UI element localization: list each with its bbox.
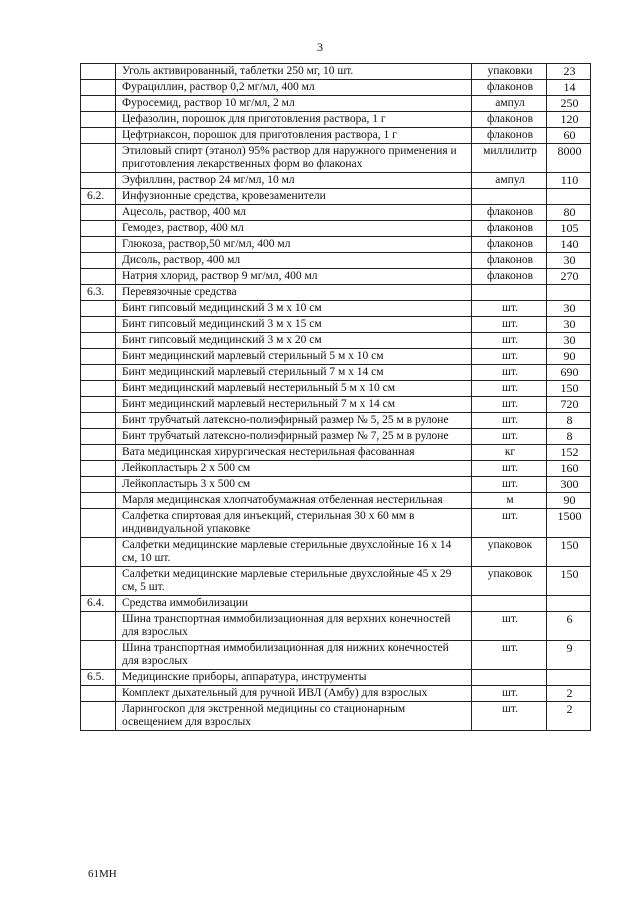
row-number-cell	[81, 269, 116, 285]
table-row	[81, 333, 591, 349]
item-name-cell: Гемодез, раствор, 400 мл	[116, 221, 472, 237]
table-row	[81, 461, 591, 477]
row-number-cell	[81, 538, 116, 567]
table-row	[81, 173, 591, 189]
quantity-cell: 2	[547, 702, 591, 731]
table-row	[81, 429, 591, 445]
unit-cell: миллилитр	[472, 144, 547, 173]
quantity-cell: 120	[547, 112, 591, 128]
quantity-cell: 9	[547, 641, 591, 670]
unit-cell: упаковок	[472, 538, 547, 567]
unit-cell	[472, 189, 547, 205]
table-row	[81, 144, 591, 173]
unit-cell: шт.	[472, 686, 547, 702]
item-name-cell: Перевязочные средства	[116, 285, 472, 301]
row-number-cell	[81, 221, 116, 237]
table-row	[81, 477, 591, 493]
row-number-cell	[81, 702, 116, 731]
quantity-cell: 300	[547, 477, 591, 493]
table-row	[81, 641, 591, 670]
unit-cell: шт.	[472, 413, 547, 429]
unit-cell: шт.	[472, 461, 547, 477]
row-number-cell: 6.5.	[81, 670, 116, 686]
unit-cell: шт.	[472, 641, 547, 670]
supply-table-body	[81, 64, 591, 731]
quantity-cell: 8000	[547, 144, 591, 173]
unit-cell: шт.	[472, 702, 547, 731]
quantity-cell: 14	[547, 80, 591, 96]
item-name-cell: Бинт медицинский марлевый стерильный 5 м х 10 см	[116, 349, 472, 365]
item-name-cell: Комплект дыхательный для ручной ИВЛ (Амбу) для взрослых	[116, 686, 472, 702]
unit-cell: флаконов	[472, 253, 547, 269]
row-number-cell	[81, 173, 116, 189]
table-row	[81, 381, 591, 397]
item-name-cell: Бинт гипсовый медицинский 3 м х 10 см	[116, 301, 472, 317]
unit-cell: флаконов	[472, 112, 547, 128]
item-name-cell: Салфетки медицинские марлевые стерильные двухслойные 16 х 14 см, 10 шт.	[116, 538, 472, 567]
unit-cell: ампул	[472, 96, 547, 112]
table-row	[81, 96, 591, 112]
item-name-cell: Фурациллин, раствор 0,2 мг/мл, 400 мл	[116, 80, 472, 96]
table-row	[81, 80, 591, 96]
table-row	[81, 365, 591, 381]
table-row	[81, 567, 591, 596]
quantity-cell: 2	[547, 686, 591, 702]
quantity-cell	[547, 670, 591, 686]
quantity-cell: 160	[547, 461, 591, 477]
row-number-cell	[81, 64, 116, 80]
item-name-cell: Лейкопластырь 2 х 500 см	[116, 461, 472, 477]
row-number-cell: 6.2.	[81, 189, 116, 205]
unit-cell: шт.	[472, 333, 547, 349]
unit-cell: шт.	[472, 349, 547, 365]
quantity-cell	[547, 596, 591, 612]
unit-cell: шт.	[472, 397, 547, 413]
item-name-cell: Бинт гипсовый медицинский 3 м х 15 см	[116, 317, 472, 333]
quantity-cell: 30	[547, 253, 591, 269]
row-number-cell	[81, 641, 116, 670]
quantity-cell: 110	[547, 173, 591, 189]
table-row	[81, 349, 591, 365]
unit-cell: шт.	[472, 429, 547, 445]
quantity-cell: 23	[547, 64, 591, 80]
unit-cell: кг	[472, 445, 547, 461]
row-number-cell	[81, 301, 116, 317]
quantity-cell: 80	[547, 205, 591, 221]
unit-cell: флаконов	[472, 221, 547, 237]
item-name-cell: Бинт трубчатый латексно-полиэфирный размер № 5, 25 м в рулоне	[116, 413, 472, 429]
quantity-cell: 8	[547, 413, 591, 429]
row-number-cell	[81, 493, 116, 509]
table-row	[81, 205, 591, 221]
quantity-cell: 90	[547, 349, 591, 365]
item-name-cell: Вата медицинская хирургическая нестерильная фасованная	[116, 445, 472, 461]
row-number-cell	[81, 509, 116, 538]
item-name-cell: Дисоль, раствор, 400 мл	[116, 253, 472, 269]
section-header-row	[81, 189, 591, 205]
item-name-cell: Уголь активированный, таблетки 250 мг, 10 шт.	[116, 64, 472, 80]
item-name-cell: Натрия хлорид, раствор 9 мг/мл, 400 мл	[116, 269, 472, 285]
unit-cell: упаковок	[472, 567, 547, 596]
row-number-cell	[81, 349, 116, 365]
row-number-cell	[81, 253, 116, 269]
row-number-cell	[81, 128, 116, 144]
item-name-cell: Цефазолин, порошок для приготовления раствора, 1 г	[116, 112, 472, 128]
row-number-cell	[81, 112, 116, 128]
quantity-cell: 152	[547, 445, 591, 461]
unit-cell: шт.	[472, 612, 547, 641]
unit-cell: шт.	[472, 381, 547, 397]
item-name-cell: Средства иммобилизации	[116, 596, 472, 612]
item-name-cell: Шина транспортная иммобилизационная для верхних конечностей для взрослых	[116, 612, 472, 641]
row-number-cell	[81, 237, 116, 253]
row-number-cell	[81, 612, 116, 641]
unit-cell: флаконов	[472, 205, 547, 221]
item-name-cell: Эуфиллин, раствор 24 мг/мл, 10 мл	[116, 173, 472, 189]
unit-cell: упаковки	[472, 64, 547, 80]
item-name-cell: Шина транспортная иммобилизационная для нижних конечностей для взрослых	[116, 641, 472, 670]
unit-cell: флаконов	[472, 80, 547, 96]
row-number-cell	[81, 567, 116, 596]
table-row	[81, 397, 591, 413]
quantity-cell: 690	[547, 365, 591, 381]
item-name-cell: Инфузионные средства, кровезаменители	[116, 189, 472, 205]
page-number: 3	[317, 40, 323, 54]
unit-cell: флаконов	[472, 237, 547, 253]
table-row	[81, 538, 591, 567]
item-name-cell: Глюкоза, раствор,50 мг/мл, 400 мл	[116, 237, 472, 253]
item-name-cell: Этиловый спирт (этанол) 95% раствор для наружного применения и приготовления лекарственных форм во флаконах	[116, 144, 472, 173]
table-row	[81, 253, 591, 269]
item-name-cell: Фуросемид, раствор 10 мг/мл, 2 мл	[116, 96, 472, 112]
item-name-cell: Медицинские приборы, аппаратура, инструменты	[116, 670, 472, 686]
item-name-cell: Лейкопластырь 3 х 500 см	[116, 477, 472, 493]
item-name-cell: Бинт гипсовый медицинский 3 м х 20 см	[116, 333, 472, 349]
quantity-cell: 270	[547, 269, 591, 285]
table-row	[81, 317, 591, 333]
quantity-cell: 60	[547, 128, 591, 144]
item-name-cell: Салфетки медицинские марлевые стерильные двухслойные 45 х 29 см, 5 шт.	[116, 567, 472, 596]
row-number-cell	[81, 413, 116, 429]
item-name-cell: Салфетка спиртовая для инъекций, стерильная 30 х 60 мм в индивидуальной упаковке	[116, 509, 472, 538]
quantity-cell: 150	[547, 567, 591, 596]
unit-cell: ампул	[472, 173, 547, 189]
section-header-row	[81, 596, 591, 612]
table-row	[81, 301, 591, 317]
quantity-cell: 30	[547, 333, 591, 349]
unit-cell: шт.	[472, 477, 547, 493]
quantity-cell: 720	[547, 397, 591, 413]
unit-cell: флаконов	[472, 269, 547, 285]
table-row	[81, 509, 591, 538]
row-number-cell	[81, 205, 116, 221]
quantity-cell: 90	[547, 493, 591, 509]
table-row	[81, 112, 591, 128]
table-row	[81, 702, 591, 731]
row-number-cell	[81, 80, 116, 96]
quantity-cell: 140	[547, 237, 591, 253]
row-number-cell	[81, 317, 116, 333]
quantity-cell: 6	[547, 612, 591, 641]
table-row	[81, 64, 591, 80]
quantity-cell: 30	[547, 317, 591, 333]
table-row	[81, 493, 591, 509]
unit-cell: шт.	[472, 365, 547, 381]
quantity-cell	[547, 285, 591, 301]
table-row	[81, 413, 591, 429]
item-name-cell: Бинт трубчатый латексно-полиэфирный размер № 7, 25 м в рулоне	[116, 429, 472, 445]
row-number-cell: 6.3.	[81, 285, 116, 301]
quantity-cell: 105	[547, 221, 591, 237]
row-number-cell	[81, 365, 116, 381]
item-name-cell: Ацесоль, раствор, 400 мл	[116, 205, 472, 221]
item-name-cell: Бинт медицинский марлевый стерильный 7 м х 14 см	[116, 365, 472, 381]
row-number-cell	[81, 461, 116, 477]
table-row	[81, 612, 591, 641]
unit-cell	[472, 285, 547, 301]
quantity-cell: 250	[547, 96, 591, 112]
quantity-cell: 150	[547, 538, 591, 567]
table-row	[81, 221, 591, 237]
quantity-cell: 150	[547, 381, 591, 397]
table-row	[81, 686, 591, 702]
item-name-cell: Бинт медицинский марлевый нестерильный 7 м х 14 см	[116, 397, 472, 413]
table-row	[81, 445, 591, 461]
unit-cell: шт.	[472, 301, 547, 317]
table-row	[81, 269, 591, 285]
quantity-cell: 1500	[547, 509, 591, 538]
row-number-cell	[81, 477, 116, 493]
row-number-cell	[81, 381, 116, 397]
unit-cell: м	[472, 493, 547, 509]
unit-cell: шт.	[472, 317, 547, 333]
supply-table	[80, 63, 591, 731]
row-number-cell	[81, 96, 116, 112]
row-number-cell	[81, 686, 116, 702]
item-name-cell: Марля медицинская хлопчатобумажная отбеленная нестерильная	[116, 493, 472, 509]
row-number-cell	[81, 333, 116, 349]
section-header-row	[81, 670, 591, 686]
row-number-cell	[81, 144, 116, 173]
unit-cell	[472, 670, 547, 686]
item-name-cell: Цефтриаксон, порошок для приготовления раствора, 1 г	[116, 128, 472, 144]
section-header-row	[81, 285, 591, 301]
table-row	[81, 128, 591, 144]
row-number-cell	[81, 397, 116, 413]
unit-cell: флаконов	[472, 128, 547, 144]
unit-cell: шт.	[472, 509, 547, 538]
quantity-cell: 30	[547, 301, 591, 317]
unit-cell	[472, 596, 547, 612]
item-name-cell: Бинт медицинский марлевый нестерильный 5 м х 10 см	[116, 381, 472, 397]
document-code: 61MH	[88, 868, 117, 880]
quantity-cell: 8	[547, 429, 591, 445]
row-number-cell	[81, 429, 116, 445]
table-row	[81, 237, 591, 253]
quantity-cell	[547, 189, 591, 205]
row-number-cell: 6.4.	[81, 596, 116, 612]
row-number-cell	[81, 445, 116, 461]
item-name-cell: Ларингоскоп для экстренной медицины со стационарным освещением для взрослых	[116, 702, 472, 731]
